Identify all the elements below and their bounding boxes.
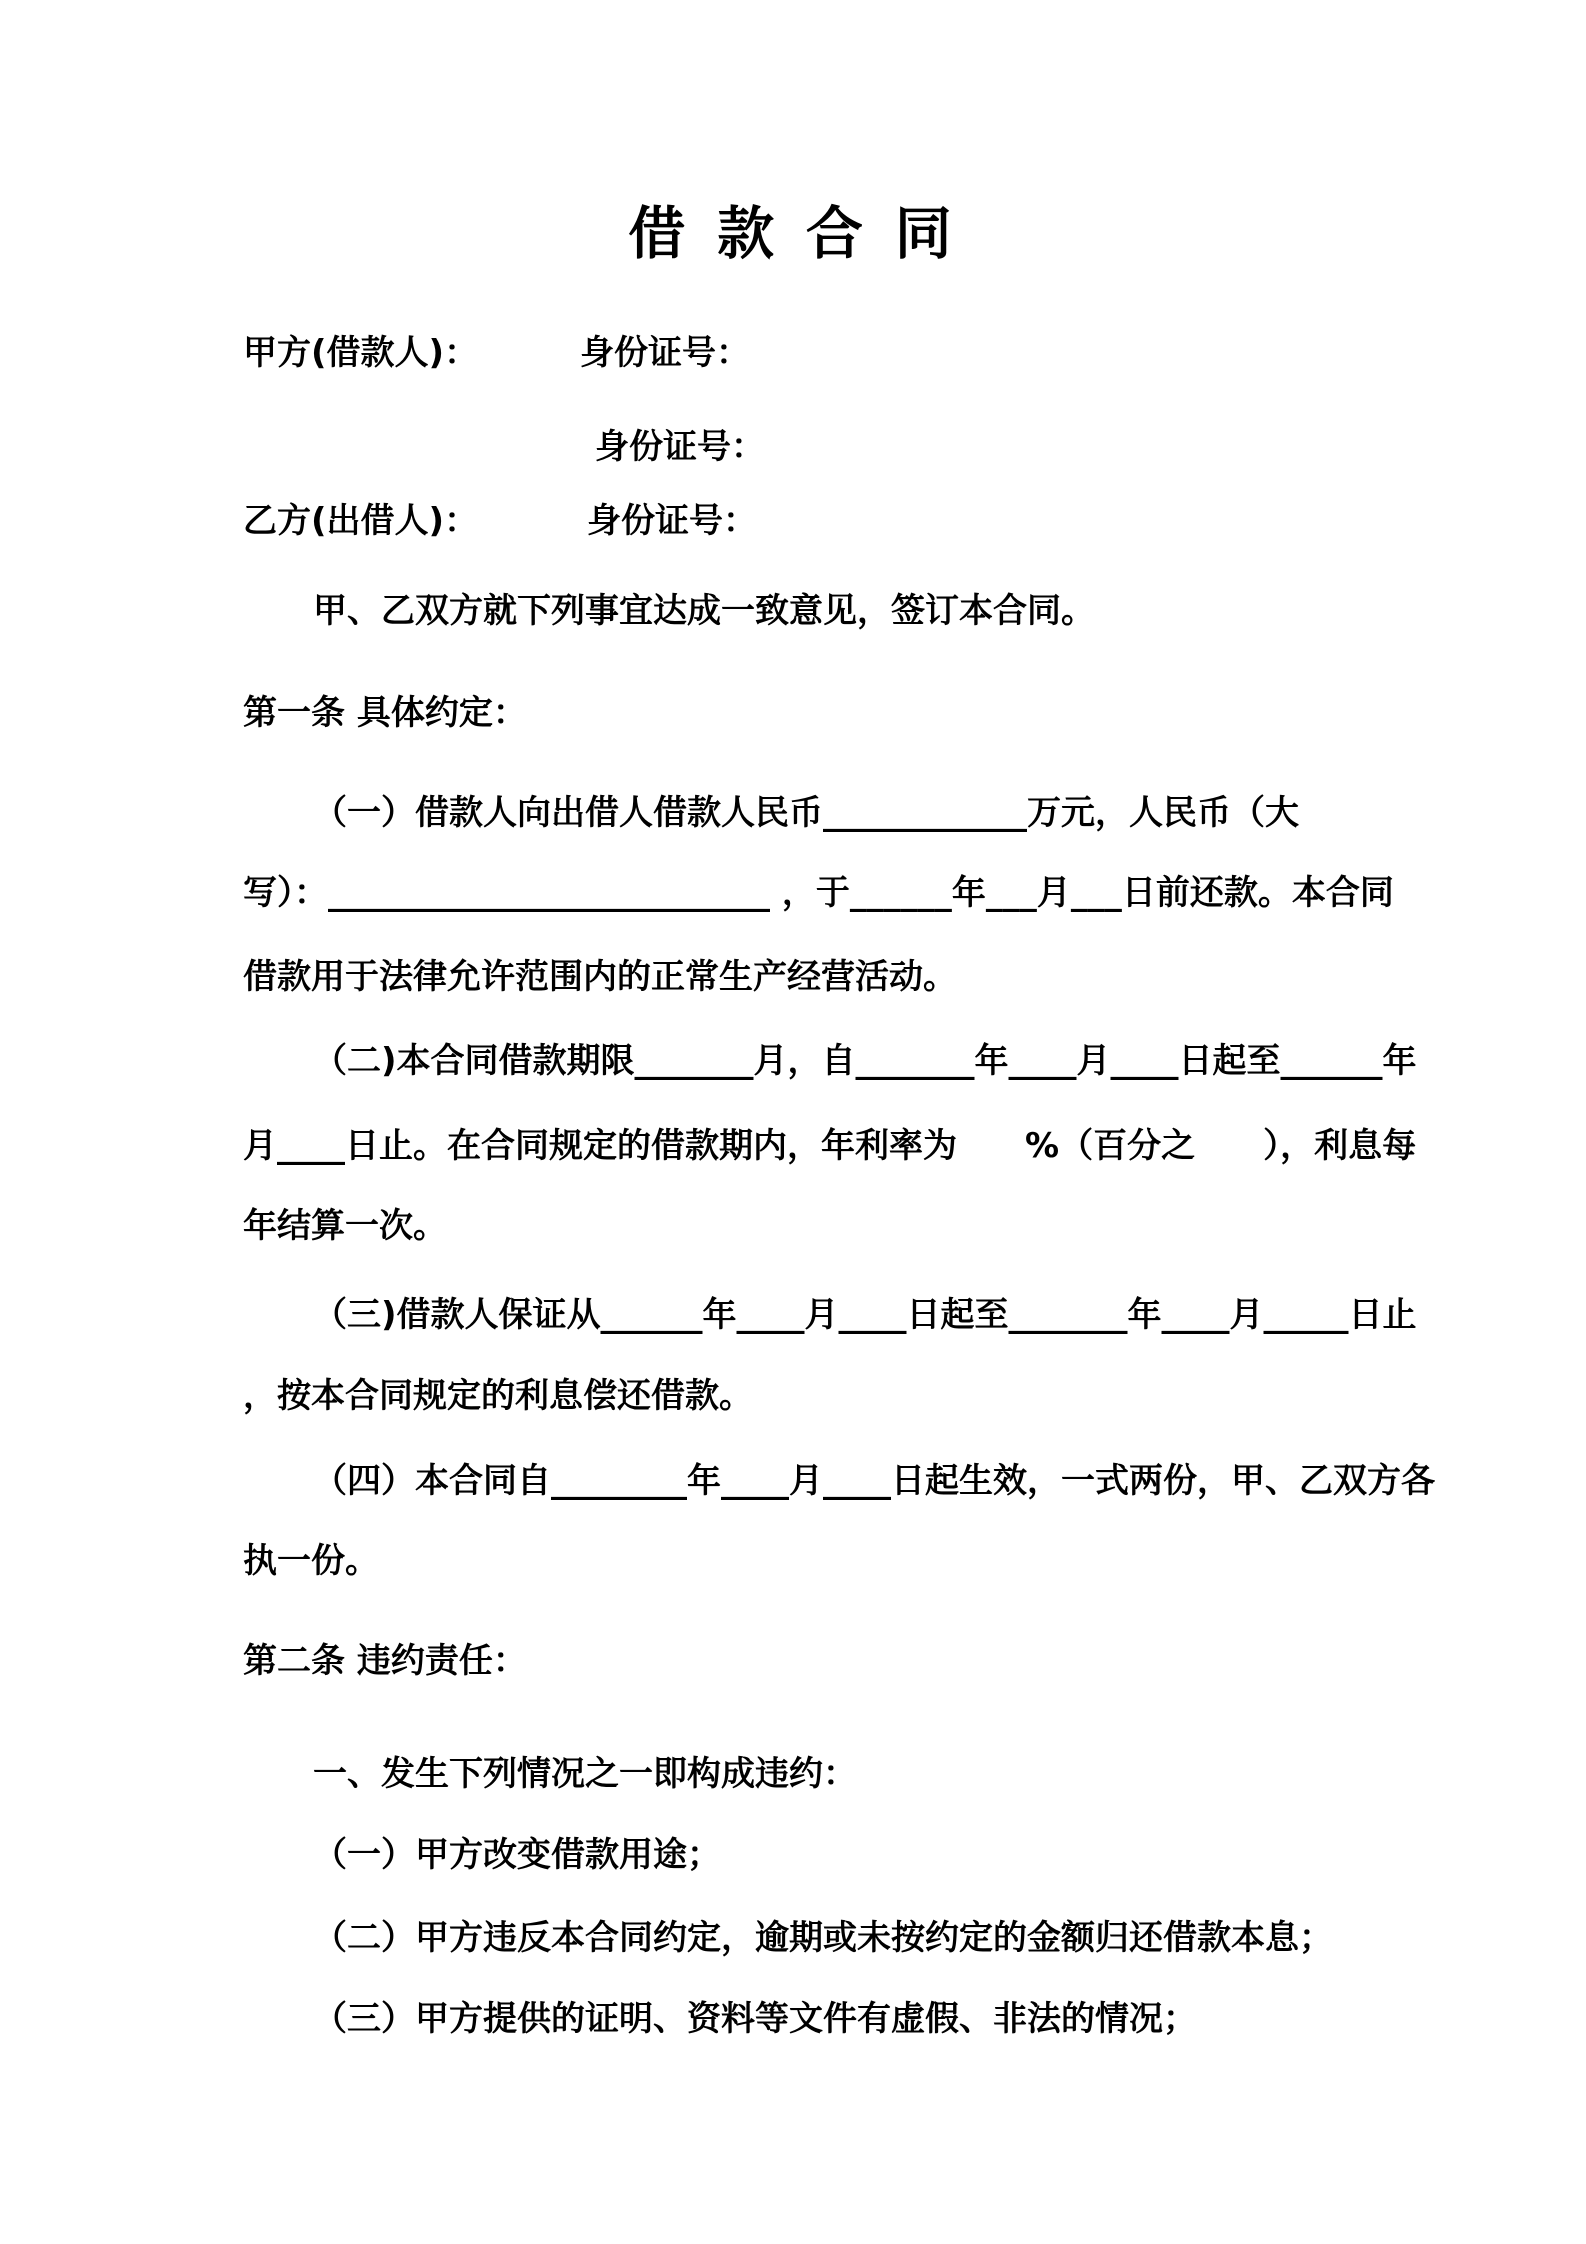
contract-intro-line: 甲、乙双方就下列事宜达成一致意见，签订本合同。 — [313, 591, 1095, 631]
extra-id-label: 身份证号： — [595, 427, 765, 467]
party-b-label: 乙方(出借人)： — [243, 501, 479, 541]
clause3-line1: （三)借款人保证从______年____月____日起至_______年____月_____日止 — [313, 1295, 1417, 1335]
violation-item2: （二）甲方违反本合同约定，逾期或未按约定的金额归还借款本息； — [313, 1918, 1333, 1958]
violation-intro-line: 一、发生下列情况之一即构成违约： — [313, 1754, 857, 1794]
violation-item3: （三）甲方提供的证明、资料等文件有虚假、非法的情况； — [313, 1999, 1197, 2039]
clause1-line2: 写）：__________________________ ，于______年___月___日前还款。本合同 — [243, 873, 1394, 913]
section1-heading: 第一条 具体约定： — [243, 693, 527, 733]
clause4-line2: 执一份。 — [243, 1541, 379, 1581]
clause3-line2: ，按本合同规定的利息偿还借款。 — [243, 1376, 753, 1416]
violation-item1: （一）甲方改变借款用途； — [313, 1835, 721, 1875]
clause2-line3: 年结算一次。 — [243, 1206, 447, 1246]
clause4-line1: （四）本合同自________年____月____日起生效，一式两份，甲、乙双方各 — [313, 1461, 1435, 1501]
document-title: 借 款 合 同 — [628, 201, 958, 267]
party-a-label: 甲方(借款人)： — [243, 333, 479, 373]
clause1-line3: 借款用于法律允许范围内的正常生产经营活动。 — [243, 957, 957, 997]
section2-heading: 第二条 违约责任： — [243, 1641, 527, 1681]
clause2-line2: 月____日止。在合同规定的借款期内，年利率为 %（百分之 ），利息每 — [243, 1126, 1417, 1166]
clause1-line1: （一）借款人向出借人借款人民币____________万元，人民币（大 — [313, 793, 1299, 833]
party-a-id-label: 身份证号： — [580, 333, 750, 373]
clause2-line1: （二)本合同借款期限_______月，自_______年____月____日起至______年 — [313, 1041, 1417, 1081]
party-b-id-label: 身份证号： — [587, 501, 757, 541]
